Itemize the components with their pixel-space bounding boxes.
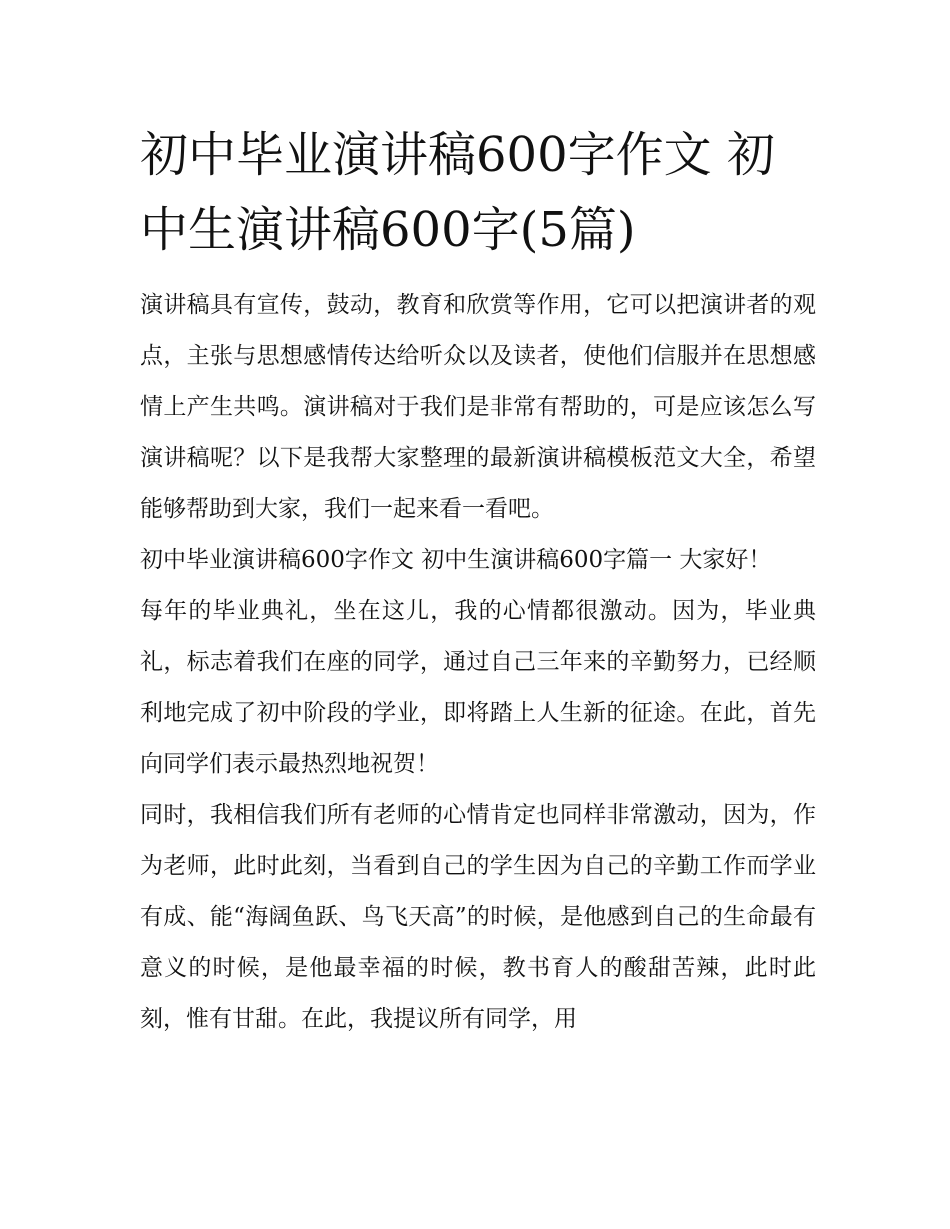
intro-paragraph: 演讲稿具有宣传，鼓动，教育和欣赏等作用，它可以把演讲者的观点，主张与思想感情传达给听众以及读者，使他们信服并在思想感情上产生共鸣。演讲稿对于我们是非常有帮助的，可是应该怎么写演讲稿呢？以下是我帮大家整理的最新演讲稿模板范文大全，希望能够帮助到大家，我们一起来看一看吧。: [140, 292, 816, 522]
section-heading-paragraph: 初中毕业演讲稿600字作文 初中生演讲稿600字篇一 大家好！: [140, 547, 772, 573]
body-paragraph: 每年的毕业典礼，坐在这儿，我的心情都很激动。因为，毕业典礼，标志着我们在座的同学，通过自己三年来的辛勤努力，已经顺利地完成了初中阶段的学业，即将踏上人生新的征途。在此，首先向同学们表示最热烈地祝贺！: [140, 598, 816, 777]
document-body: [140, 118, 816, 1045]
body-paragraph: 同时，我相信我们所有老师的心情肯定也同样非常激动，因为，作为老师，此时此刻，当看到自己的学生因为自己的辛勤工作而学业有成、能“海阔鱼跃、鸟飞天高”的时候，是他感到自己的生命最有意义的时候，是他最幸福的时候，教书育人的酸甜苦辣，此时此刻，惟有甘甜。在此，我提议所有同学，用: [140, 802, 816, 1032]
document-title: 初中毕业演讲稿600字作文 初中生演讲稿600字(5篇): [140, 127, 775, 258]
